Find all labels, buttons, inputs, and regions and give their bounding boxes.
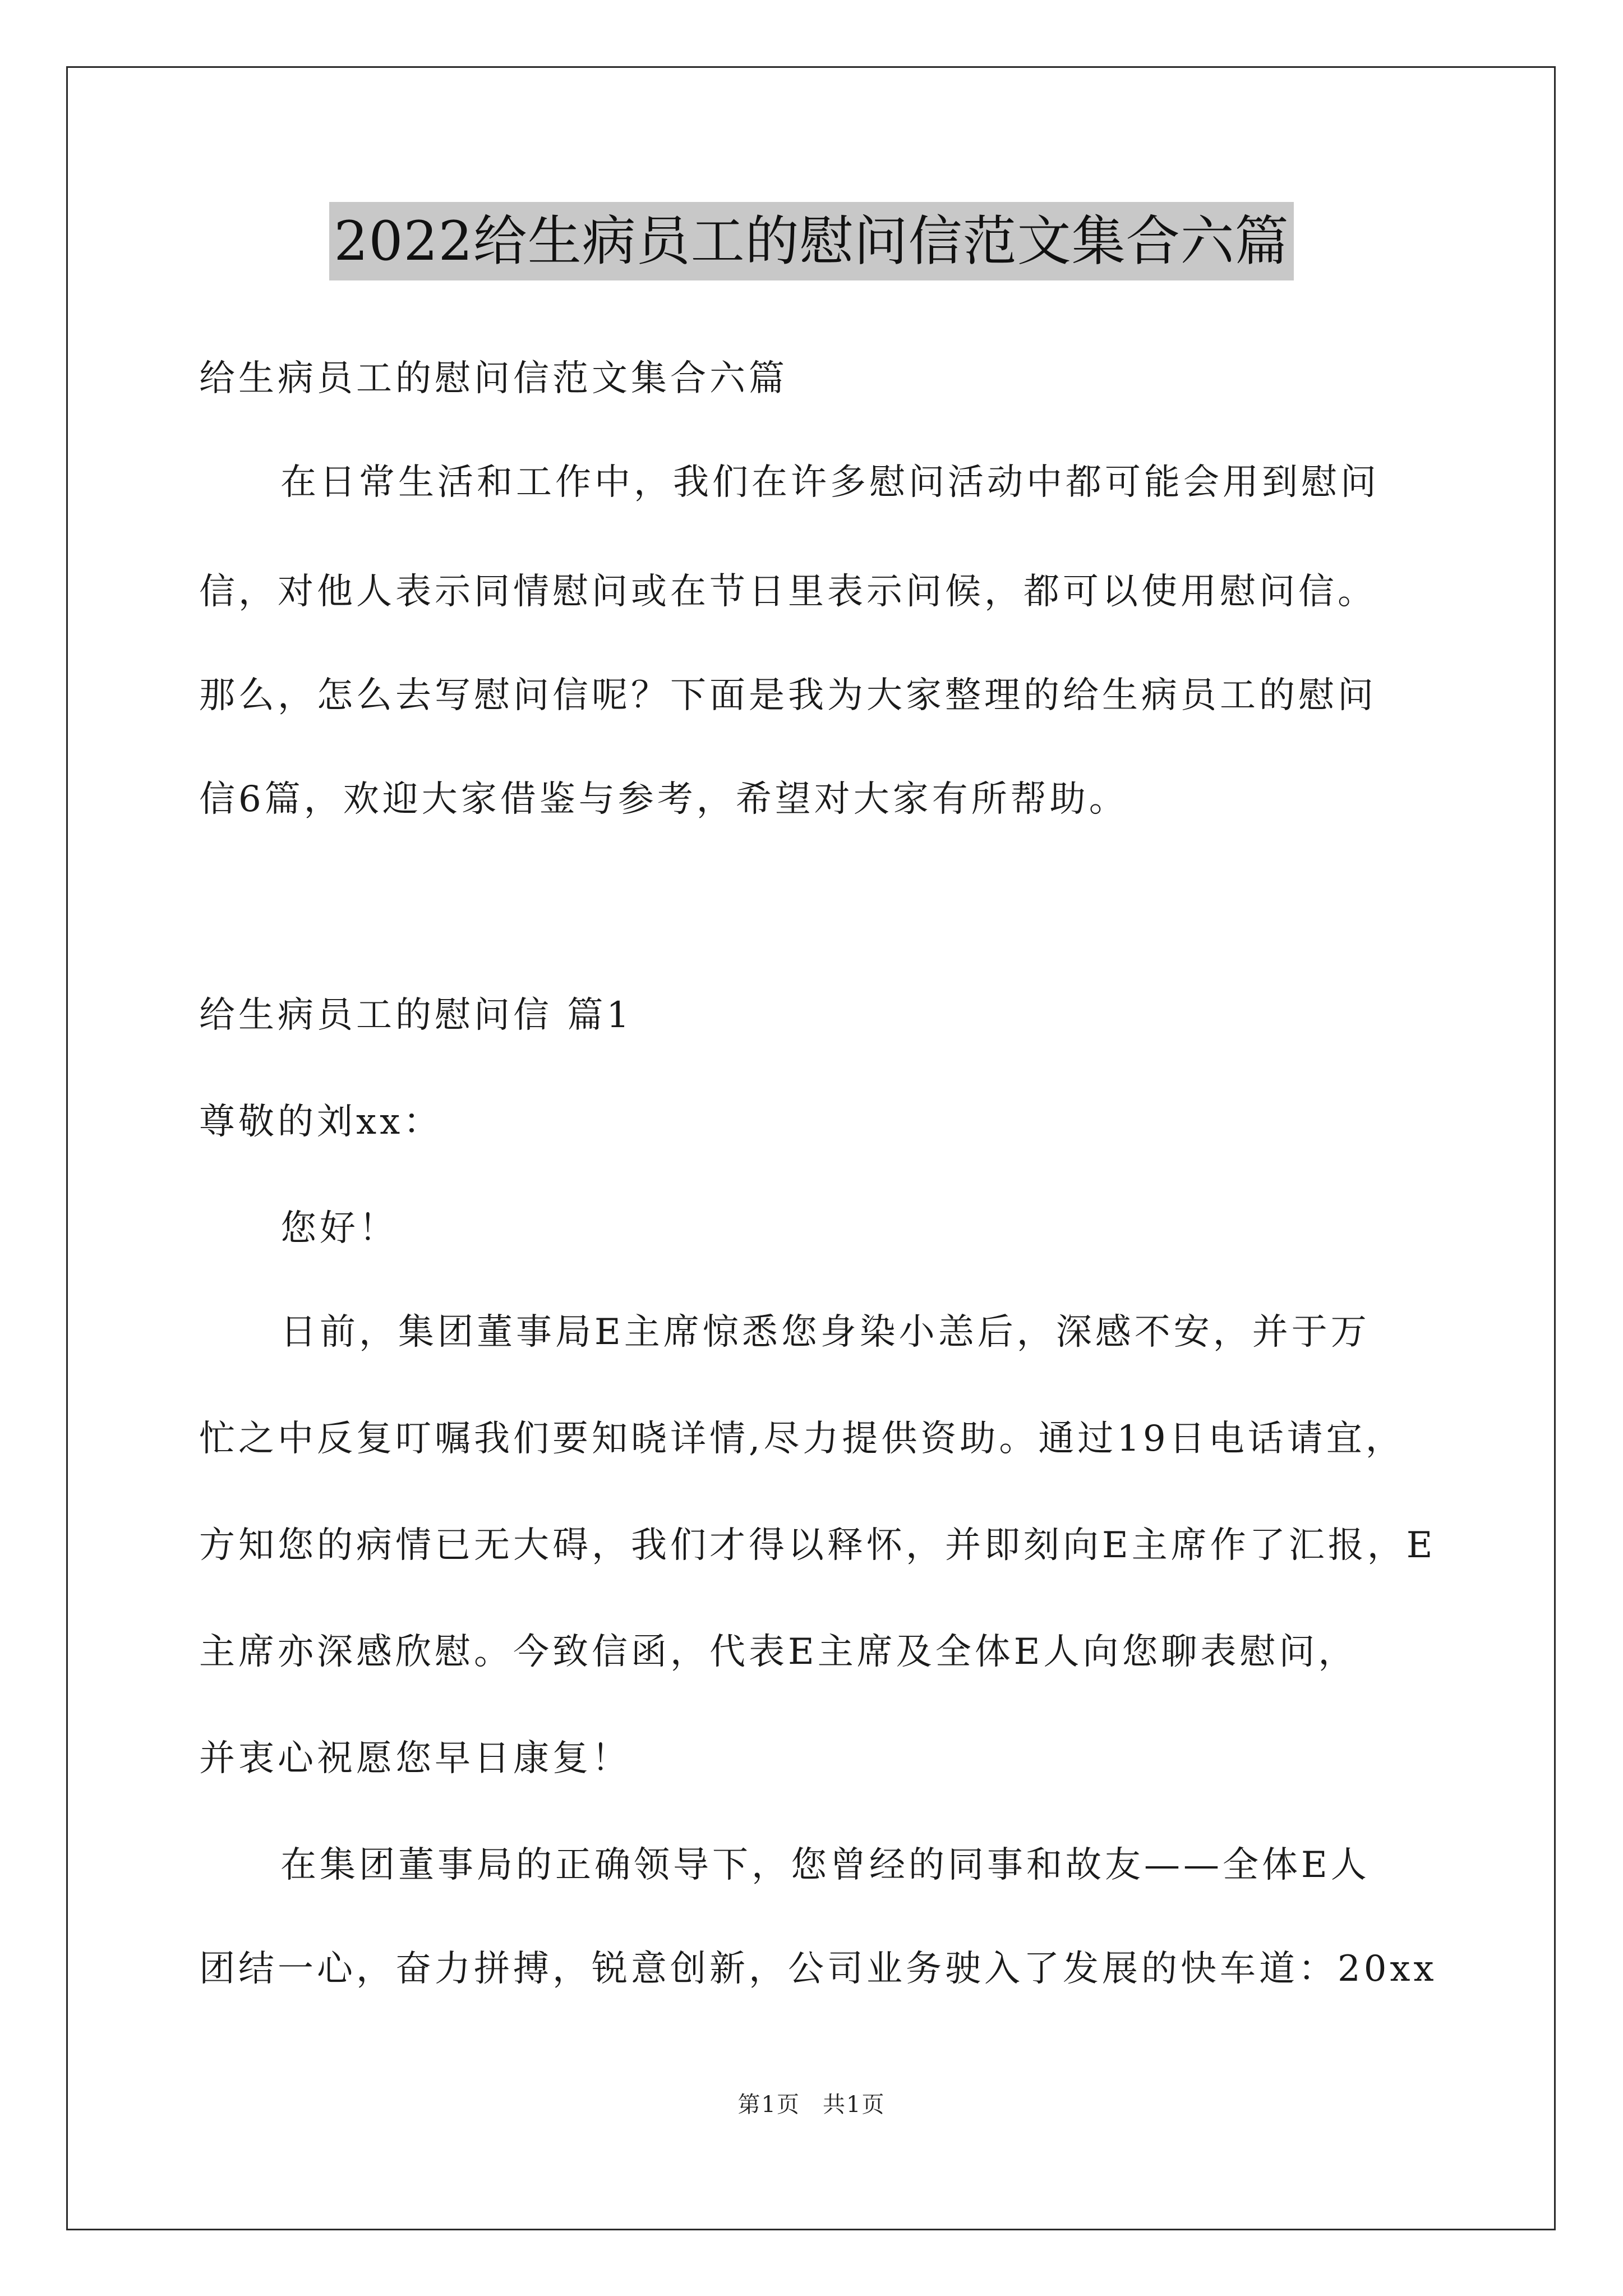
page-number: 第1页: [737, 2092, 800, 2118]
paragraph-line: 团结一心，奋力拼搏，锐意创新，公司业务驶入了发展的快车道：20xx: [199, 1948, 1437, 1990]
page-footer: [0, 2087, 1623, 2119]
paragraph-line: 信，对他人表示同情慰问或在节日里表示问候，都可以使用慰问信。: [199, 571, 1377, 613]
paragraph-line: 主席亦深感欣慰。今致信函，代表E主席及全体E人向您聊表慰问，: [199, 1631, 1358, 1673]
document-title: 2022给生病员工的慰问信范文集合六篇: [329, 202, 1293, 280]
greeting-line: 您好！: [280, 1208, 398, 1249]
paragraph-line: 忙之中反复叮嘱我们要知晓详情,尽力提供资助。通过19日电话请宜，: [199, 1418, 1405, 1460]
salutation-line: 尊敬的刘xx：: [199, 1101, 443, 1143]
subtitle-line: 给生病员工的慰问信范文集合六篇: [199, 358, 788, 399]
paragraph-line: 那么，怎么去写慰问信呢？下面是我为大家整理的给生病员工的慰问: [199, 675, 1377, 716]
page-total: 共1页: [823, 2092, 886, 2118]
paragraph-line: 日前，集团董事局E主席惊悉您身染小恙后，深感不安，并于万: [280, 1312, 1370, 1353]
paragraph-line: 方知您的病情已无大碍，我们才得以释怀，并即刻向E主席作了汇报，E: [199, 1525, 1436, 1566]
title-container: [0, 202, 1623, 280]
paragraph-line: 并衷心祝愿您早日康复！: [199, 1738, 631, 1779]
section-heading: 给生病员工的慰问信 篇1: [199, 995, 633, 1036]
paragraph-line: 在集团董事局的正确领导下，您曾经的同事和故友——全体E人: [280, 1844, 1370, 1886]
paragraph-line: 在日常生活和工作中，我们在许多慰问活动中都可能会用到慰问: [280, 462, 1380, 503]
paragraph-line: 信6篇，欢迎大家借鉴与参考，希望对大家有所帮助。: [199, 779, 1128, 820]
